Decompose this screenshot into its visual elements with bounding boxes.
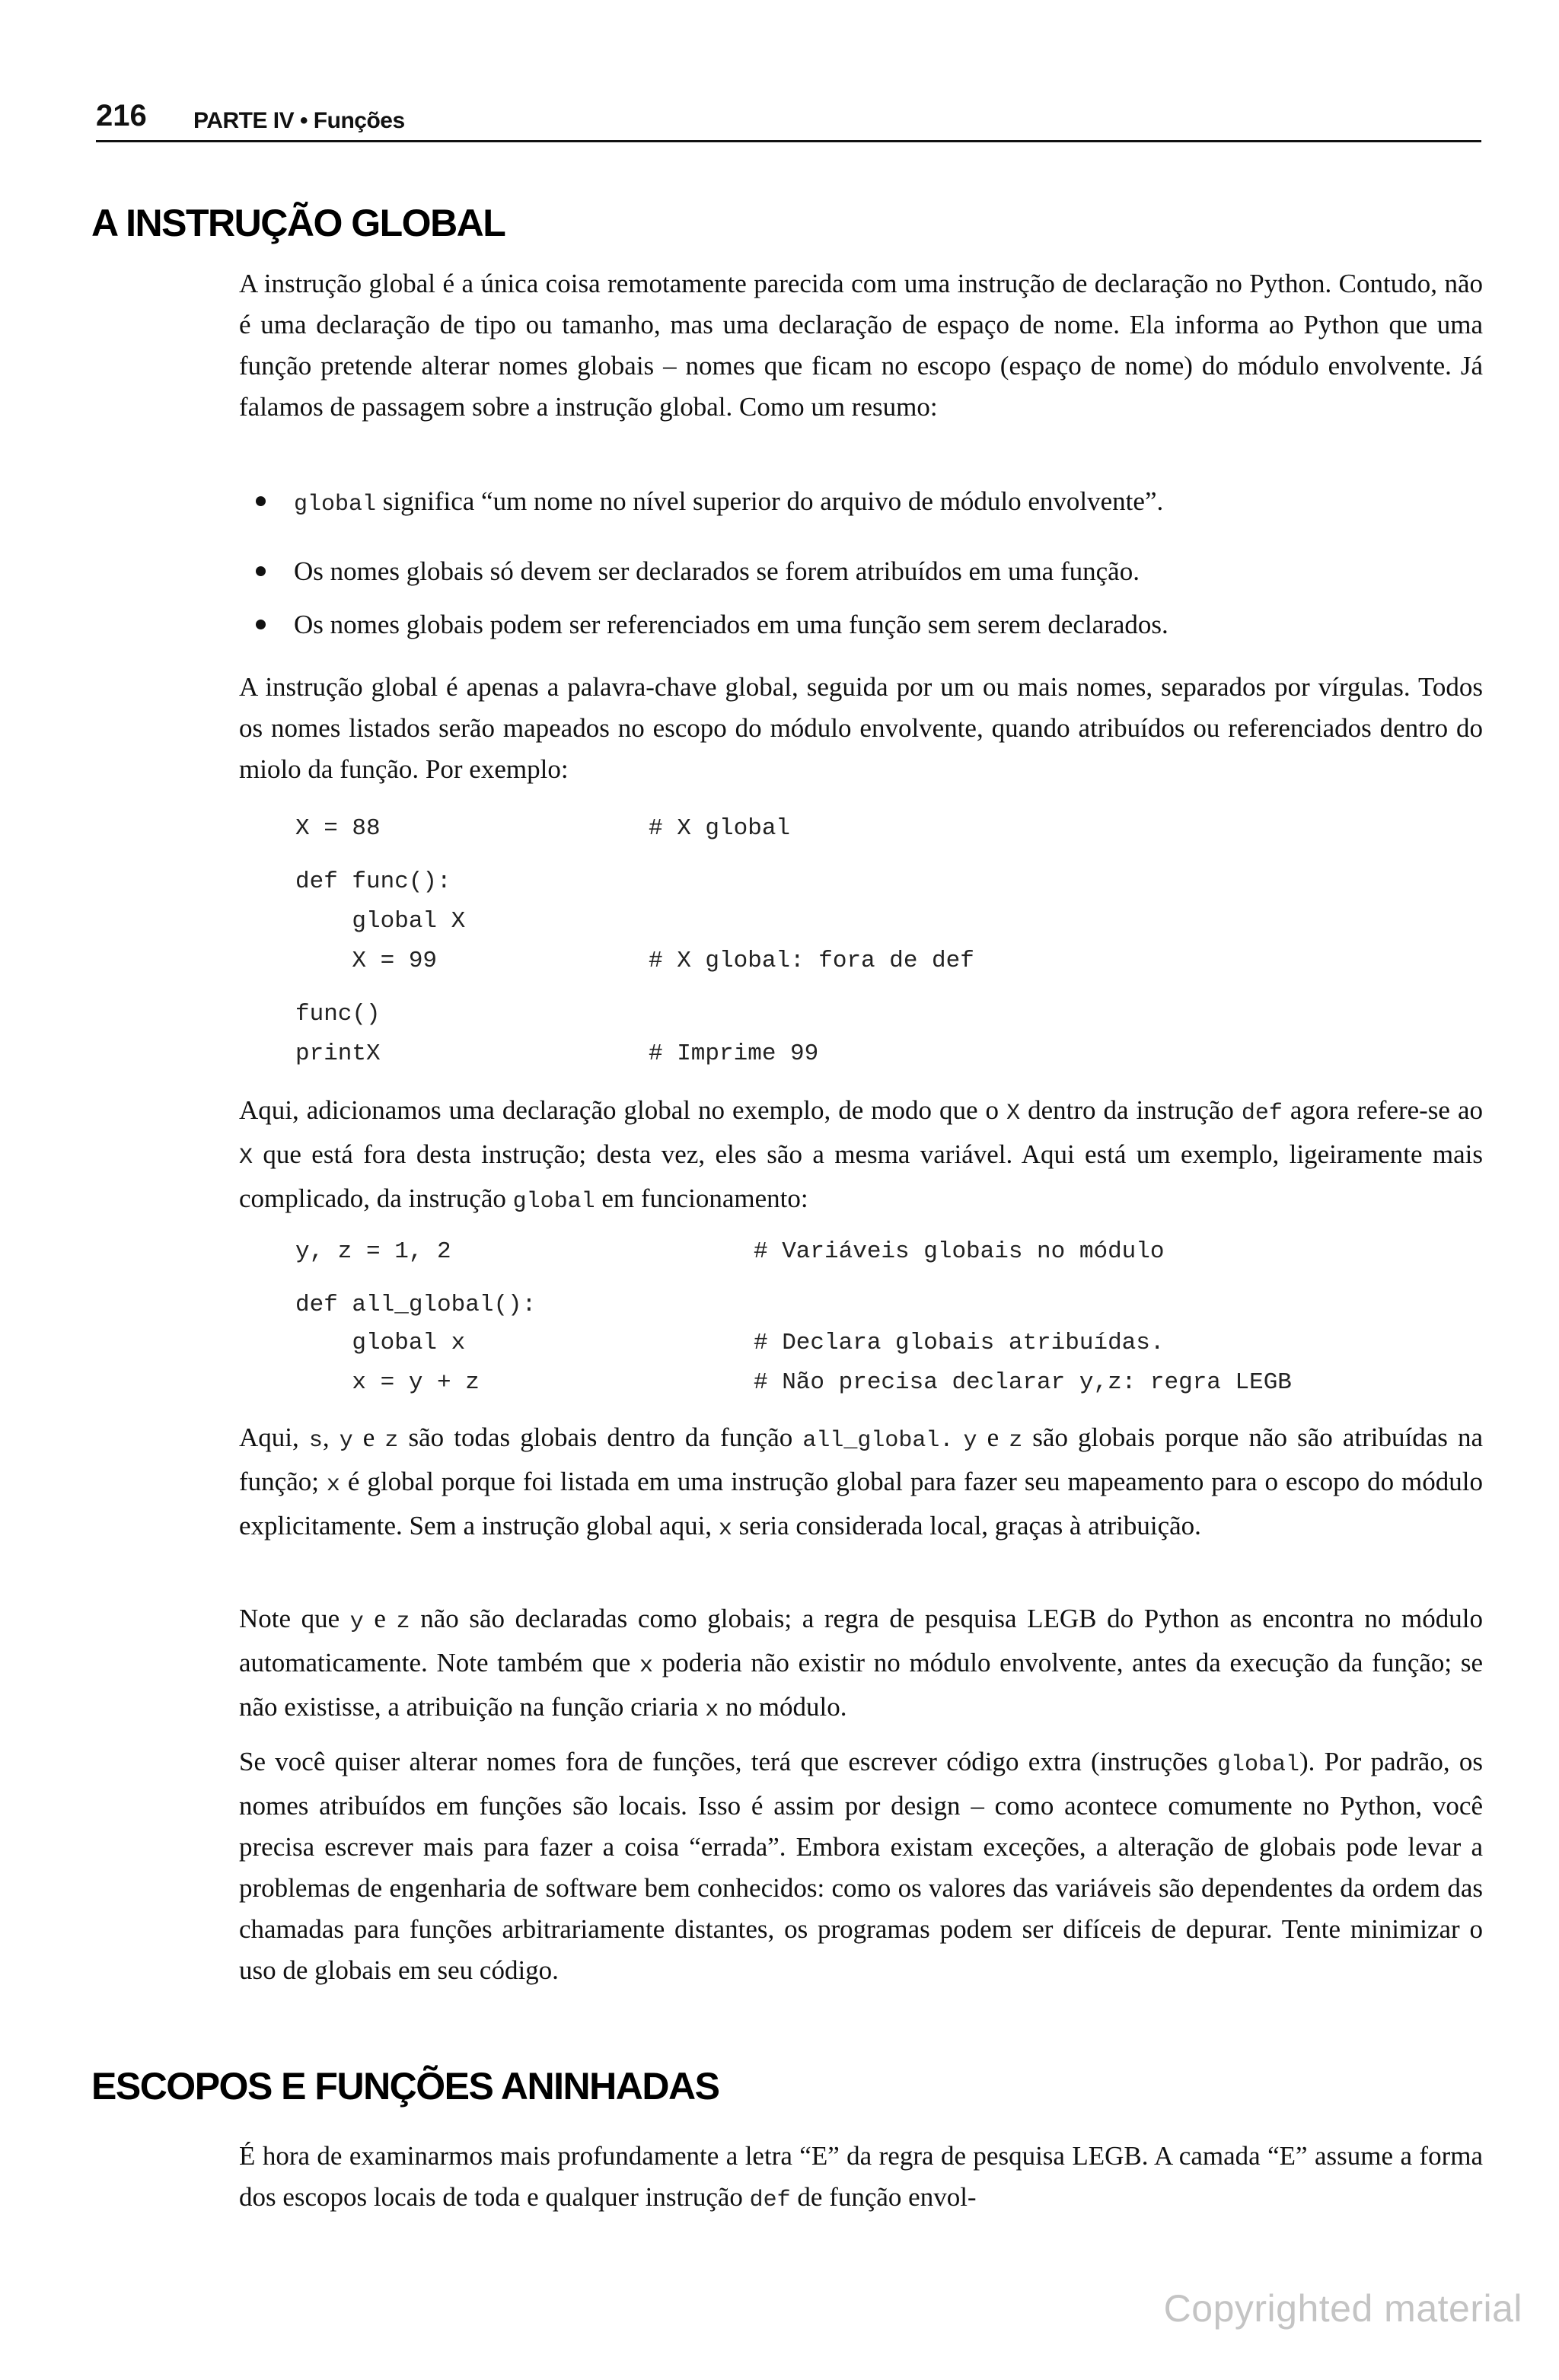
intro-paragraph: A instrução global é a única coisa remotamente parecida com uma instrução de declaração no Python. Contudo, não é uma declaração de tipo ou tamanho, mas uma declaração de espaço de nome. Ela informa ao Python que uma função pretende alterar nomes globais – nomes que ficam no escopo (espaço de nome) do módulo envolvente. Já falamos de passagem sobre a instrução global. Como um resumo:: [239, 269, 1483, 422]
code-comment: # X global: fora de def: [649, 948, 974, 974]
bullet-icon: [256, 620, 266, 629]
code-line: X = 88: [295, 815, 381, 842]
code-comment: # Não precisa declarar y,z: regra LEGB: [754, 1369, 1292, 1396]
code-line: y, z = 1, 2: [295, 1238, 451, 1265]
code-line: printX: [295, 1040, 381, 1067]
bullet-icon: [256, 496, 266, 506]
paragraph-global-keyword: A instrução global é apenas a palavra-chave global, seguida por um ou mais nomes, separados por vírgulas. Todos os nomes listados serão mapeados no escopo do módulo envolvente, quando atribuídos ou referenciados dentro do miolo da função. Por exemplo:: [239, 672, 1483, 784]
code-comment: # Imprime 99: [649, 1040, 819, 1067]
code-comment: # X global: [649, 815, 791, 842]
code-line: global X: [295, 908, 466, 935]
paragraph-legb-note: Note que y e z não são declaradas como globais; a regra de pesquisa LEGB do Python as encontra no módulo automaticamente. Note também que x poderia não existir no módulo envolvente, antes da execução da função; se não existisse, a atribuição na função criaria x no módulo.: [239, 1604, 1483, 1723]
paragraph-explanation: Aqui, adicionamos uma declaração global no exemplo, de modo que o X dentro da instrução def agora refere-se ao X que está fora desta instrução; desta vez, eles são a mesma variável. Aqui está um exemplo, ligeiramente mais complicado, da instrução global em funcionamento:: [239, 1095, 1483, 1215]
paragraph-all-global: Aqui, s, y e z são todas globais dentro da função all_global. y e z são globais porque não são atribuídas na função; x é global porque foi listada em uma instrução global para fazer seu mapeamento para o escopo do módulo explicitamente. Sem a instrução global aqui, x seria considerada local, graças à atribuição.: [239, 1423, 1483, 1542]
running-head: [96, 97, 1481, 142]
code-line: def all_global():: [295, 1292, 537, 1318]
code-line: x = y + z: [295, 1369, 480, 1396]
section-title-global: A INSTRUÇÃO GLOBAL: [91, 202, 505, 244]
paragraph-design-note: Se você quiser alterar nomes fora de funções, terá que escrever código extra (instruções global). Por padrão, os nomes atribuídos em funções são locais. Isso é assim por design – como acontece comumente no Python, você precisa escrever mais para fazer a coisa “errada”. Embora existam exceções, a alteração de globais pode levar a problemas de engenharia de software bem conhecidos: como os valores das variáveis são dependentes da ordem das chamadas para funções arbitrariamente distantes, os programas podem ser difíceis de depurar. Tente minimizar o uso de globais em seu código.: [239, 1747, 1484, 1985]
code-line: global x: [295, 1330, 466, 1356]
page-number: 216: [96, 99, 147, 132]
code-line: def func():: [295, 868, 451, 895]
code-line: func(): [295, 1001, 381, 1028]
paragraph-nested-intro: É hora de examinarmos mais profundamente a letra “E” da regra de pesquisa LEGB. A camada “E” assume a forma dos escopos locais de toda e qualquer instrução def de função envol-: [239, 2141, 1483, 2213]
section-title-nested: ESCOPOS E FUNÇÕES ANINHADAS: [91, 2065, 719, 2108]
code-comment: # Declara globais atribuídas.: [754, 1330, 1165, 1356]
part-label: PARTE IV • Funções: [193, 108, 405, 133]
bullet-icon: [256, 566, 266, 576]
code-line: X = 99: [295, 948, 438, 974]
copyright-watermark: Copyrighted material: [1163, 2287, 1522, 2330]
code-comment: # Variáveis globais no módulo: [754, 1238, 1165, 1265]
